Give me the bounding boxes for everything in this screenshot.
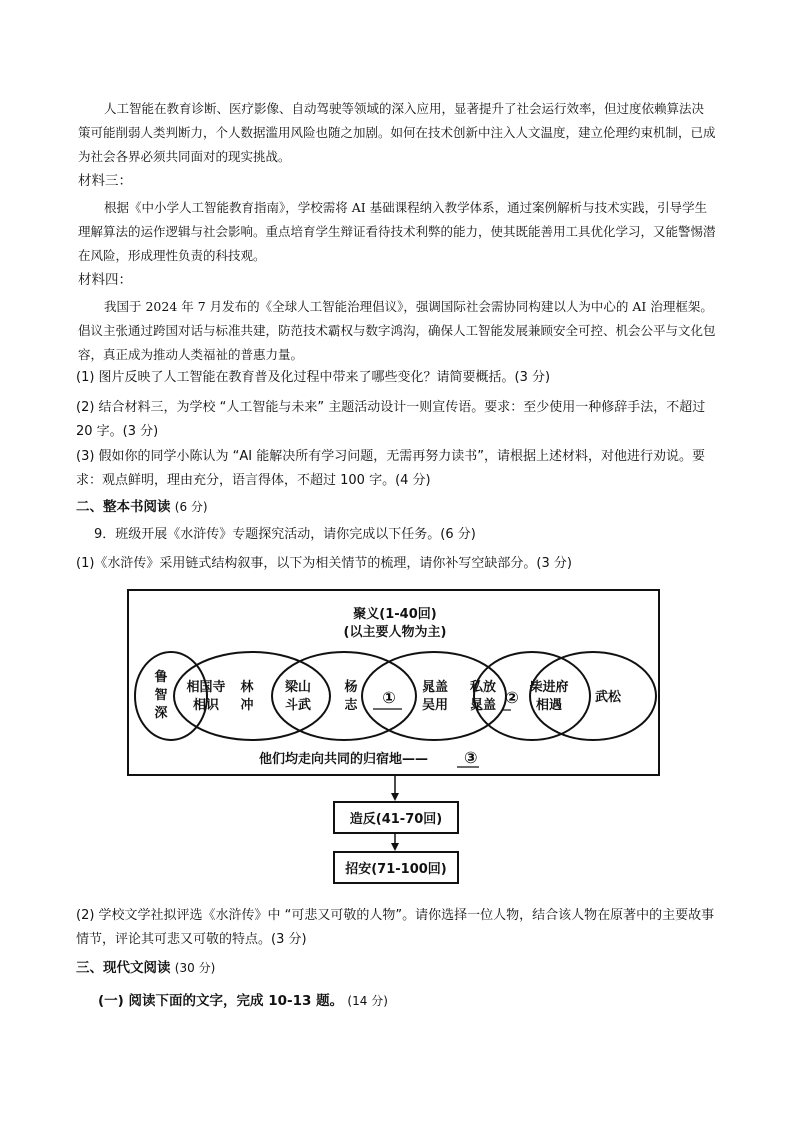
material4-label: 材料四：: [78, 272, 132, 288]
chaogai-line-2: 吴用: [421, 698, 449, 713]
liangshan-line-2: 斗武: [284, 698, 312, 713]
ring-lin-chong: [174, 652, 330, 740]
question-8-3: (3) 假如你的同学小陈认为 “AI 能解决所有学习问题，无需再努力读书”，请根据上述材料，对他进行劝说。要求：观点鲜明，理由充分，语言得体，不超过 100 字。(4 分): [76, 449, 706, 488]
blank-2-marker: ②: [505, 688, 519, 707]
lin-char-2: 冲: [240, 698, 254, 713]
section-3-score: (30 分): [174, 961, 216, 975]
section-2-heading: [76, 495, 208, 515]
sifang-line-1: 私放: [469, 680, 497, 695]
xiangguosi-line-1: 相国寺: [186, 680, 226, 695]
wusong-label: 武松: [594, 690, 622, 705]
stage-2-label: 造反(41-70回): [349, 812, 443, 827]
ring-wu-song: [530, 652, 656, 740]
lu-char-1: 鲁: [154, 670, 168, 685]
material3-paragraph: 根据《中小学人工智能教育指南》，学校需将 AI 基础课程纳入教学体系，通过案例解析与技术实践，引导学生理解算法的运作逻辑与社会影响。重点培育学生辩证看待技术利弊的能力，使其既能善用工具优化学习，又能警惕潜在风险，形成理性负责的科技观。: [78, 200, 716, 263]
blank-3-marker: ③: [464, 748, 478, 767]
yang-char-2: 志: [344, 698, 358, 713]
section-2-score: (6 分): [174, 500, 208, 514]
sifang-line-2: 晁盖: [469, 698, 497, 713]
lu-char-2: 智: [154, 688, 168, 703]
section-3-heading: [76, 956, 215, 976]
subsection-1-score: (14 分): [347, 994, 388, 1008]
section-2-title: 二、整本书阅读: [76, 499, 171, 515]
question-8-1: (1) 图片反映了人工智能在教育普及化过程中带来了哪些变化？请简要概括。(3 分): [76, 370, 551, 385]
chaogai-line-1: 晁盖: [421, 680, 449, 695]
section-3-title: 三、现代文阅读: [76, 960, 171, 976]
question-9-2: (2) 学校文学社拟评选《水浒传》中 “可悲又可敬的人物”。请你选择一位人物，结合该人物在原著中的主要故事情节，评论其可悲又可敬的特点。(3 分): [76, 908, 715, 947]
diagram-subtitle: (以主要人物为主): [343, 625, 447, 640]
material2-paragraph: 人工智能在教育诊断、医疗影像、自动驾驶等领域的深入应用，显著提升了社会运行效率，但过度依赖算法决策可能削弱人类判断力，个人数据滥用风险也随之加剧。如何在技术创新中注入人文温度，建立伦理约束机制，已成为社会各界必须共同面对的现实挑战。: [78, 101, 716, 164]
question-8-2: (2) 结合材料三，为学校 “人工智能与未来” 主题活动设计一则宣传语。要求：至少使用一种修辞手法，不超过 20 字。(3 分): [76, 400, 706, 439]
liangshan-line-1: 梁山: [284, 680, 312, 695]
chaijin-line-2: 相遇: [535, 698, 563, 713]
yang-char-1: 杨: [344, 680, 358, 695]
question-9-stem: 9．班级开展《水浒传》专题探究活动，请你完成以下任务。(6 分): [94, 527, 476, 542]
ring-song-jiang: [474, 652, 590, 740]
subsection-1-heading: [98, 989, 388, 1009]
material4-paragraph: 我国于 2024 年 7 月发布的《全球人工智能治理倡议》，强调国际社会需协同构建以人为中心的 AI 治理框架。倡议主张通过跨国对话与标准共建，防范技术霸权与数字鸿沟，确保人工智能发展兼顾安全可控、机会公平与文化包容，真正成为推动人类福祉的普惠力量。: [78, 299, 716, 362]
material3-label: 材料三：: [78, 173, 132, 189]
xiangguosi-line-2: 相识: [192, 698, 220, 713]
subsection-1-title: (一) 阅读下面的文字，完成 10-13 题。: [98, 993, 344, 1009]
diagram-svg: [127, 588, 662, 888]
arrow-1-head: [391, 793, 399, 801]
chaijin-line-1: 柴进府: [529, 680, 569, 695]
question-9-1: (1)《水浒传》采用链式结构叙事，以下为相关情节的梳理，请你补写空缺部分。(3 分): [76, 556, 572, 571]
diagram-title: 聚义(1-40回): [353, 607, 437, 622]
stage-3-label: 招安(71-100回): [345, 862, 447, 877]
blank-1-marker: ①: [382, 688, 396, 707]
destination-text: 他们均走向共同的归宿地——: [259, 752, 429, 767]
lin-char-1: 林: [240, 680, 254, 695]
arrow-2-head: [391, 843, 399, 851]
shuihu-chain-diagram: [127, 588, 662, 888]
lu-char-3: 深: [154, 706, 168, 721]
